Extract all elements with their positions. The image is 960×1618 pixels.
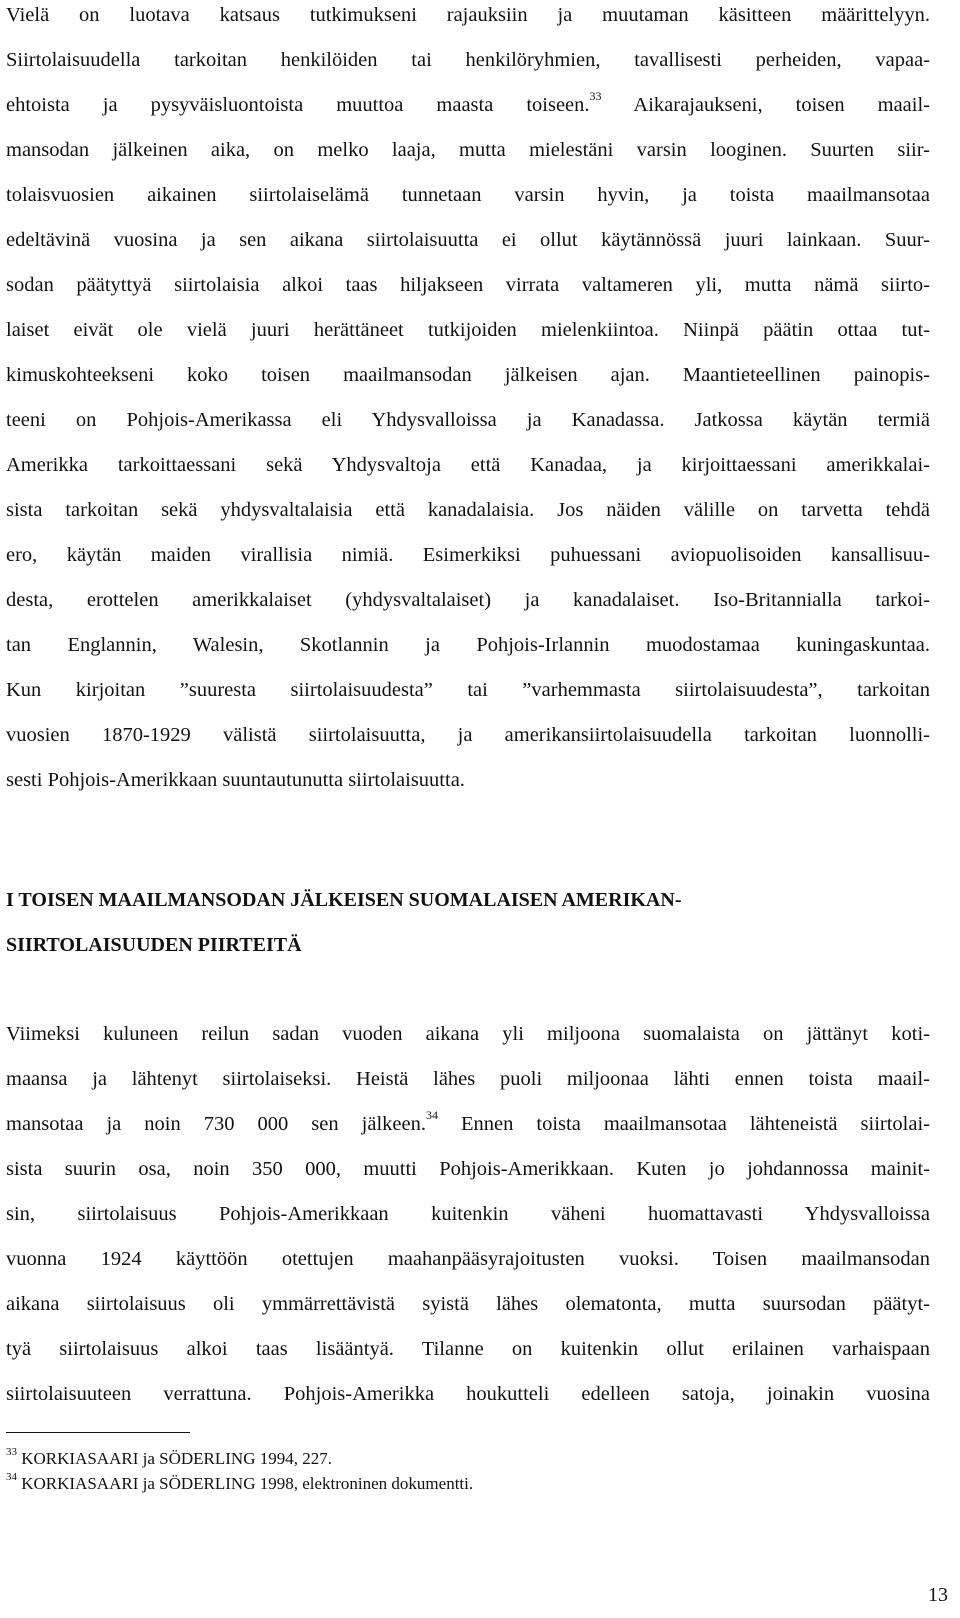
footnote-divider <box>6 1432 190 1433</box>
footnote-33 <box>6 1446 930 1471</box>
section-heading-line: I TOISEN MAAILMANSODAN JÄLKEISEN SUOMALAISEN AMERIKAN- <box>6 889 682 911</box>
text-line: kimuskohteekseni koko toisen maailmansodan jälkeisen ajan. Maantieteellinen painopis- <box>6 364 930 386</box>
text-line: maansa ja lähtenyt siirtolaiseksi. Heistä lähes puoli miljoonaa lähti ennen toista maail- <box>6 1068 930 1090</box>
section-paragraph <box>6 1012 930 1417</box>
footnote-number: 33 <box>6 1446 17 1459</box>
footnote-34 <box>6 1471 930 1496</box>
text-line: ero, käytän maiden virallisia nimiä. Esimerkiksi puhuessani aviopuolisoiden kansallisuu- <box>6 544 930 566</box>
text-line: vuonna 1924 käyttöön otettujen maahanpääsyrajoitusten vuoksi. Toisen maailmansodan <box>6 1248 930 1270</box>
section-heading-line: SIIRTOLAISUUDEN PIIRTEITÄ <box>6 934 302 956</box>
text-line: Vielä on luotava katsaus tutkimukseni rajauksiin ja muutaman käsitteen määrittelyyn. <box>6 4 930 26</box>
text-line-with-footnote <box>6 1102 930 1147</box>
footnotes <box>6 1446 930 1496</box>
text-line: Siirtolaisuudella tarkoitan henkilöiden tai henkilöryhmien, tavallisesti perheiden, vapaa- <box>6 49 930 71</box>
text-line: sesti Pohjois-Amerikkaan suuntautunutta siirtolaisuutta. <box>6 769 465 791</box>
text-segment: ehtoista ja pysyväisluontoista muuttoa maasta toiseen. <box>6 94 590 116</box>
text-line-with-footnote <box>6 83 930 128</box>
text-line: sista suurin osa, noin 350 000, muutti Pohjois-Amerikkaan. Kuten jo johdannossa mainit- <box>6 1158 930 1180</box>
text-line: siirtolaisuuteen verrattuna. Pohjois-Amerikka houkutteli edelleen satoja, joinakin vuosina <box>6 1383 930 1405</box>
text-segment: Ennen toista maailmansotaa lähteneistä siirtolai- <box>437 1113 930 1135</box>
footnote-reference-33[interactable]: 33 <box>589 89 602 104</box>
text-line: tolaisvuosien aikainen siirtolaiselämä tunnetaan varsin hyvin, ja toista maailmansotaa <box>6 184 930 206</box>
text-segment: mansotaa ja noin 730 000 sen jälkeen. <box>6 1113 426 1135</box>
text-line: vuosien 1870-1929 välistä siirtolaisuutta, ja amerikansiirtolaisuudella tarkoitan luonnolli- <box>6 724 930 746</box>
text-line: sodan päätyttyä siirtolaisia alkoi taas hiljakseen virrata valtameren yli, mutta nämä siirto- <box>6 274 930 296</box>
text-line: mansodan jälkeinen aika, on melko laaja, mutta mielestäni varsin looginen. Suurten siir- <box>6 139 930 161</box>
text-line: aikana siirtolaisuus oli ymmärrettävistä syistä lähes olematonta, mutta suursodan päätyt- <box>6 1293 930 1315</box>
text-line: teeni on Pohjois-Amerikassa eli Yhdysvalloissa ja Kanadassa. Jatkossa käytän termiä <box>6 409 930 431</box>
text-line: laiset eivät ole vielä juuri herättäneet tutkijoiden mielenkiintoa. Niinpä päätin ottaa tut- <box>6 319 930 341</box>
text-line: Kun kirjoitan ”suuresta siirtolaisuudesta” tai ”varhemmasta siirtolaisuudesta”, tarkoitan <box>6 679 930 701</box>
section-heading <box>6 878 930 968</box>
intro-paragraph <box>6 0 930 803</box>
text-line: sin, siirtolaisuus Pohjois-Amerikkaan kuitenkin väheni huomattavasti Yhdysvalloissa <box>6 1203 930 1225</box>
text-segment: Aikarajaukseni, toisen maail- <box>601 94 930 116</box>
footnote-number: 34 <box>6 1471 17 1484</box>
text-line: Viimeksi kuluneen reilun sadan vuoden aikana yli miljoona suomalaista on jättänyt koti- <box>6 1023 930 1045</box>
footnote-text: KORKIASAARI ja SÖDERLING 1994, 227. <box>21 1449 332 1468</box>
text-line: Amerikka tarkoittaessani sekä Yhdysvaltoja että Kanadaa, ja kirjoittaessani amerikkalai- <box>6 454 930 476</box>
page-number: 13 <box>928 1584 948 1606</box>
text-line: edeltävinä vuosina ja sen aikana siirtolaisuutta ei ollut käytännössä juuri lainkaan. Suur- <box>6 229 930 251</box>
footnote-reference-34[interactable]: 34 <box>425 1108 438 1123</box>
text-line: sista tarkoitan sekä yhdysvaltalaisia että kanadalaisia. Jos näiden välille on tarvetta tehdä <box>6 499 930 521</box>
text-line: tyä siirtolaisuus alkoi taas lisääntyä. Tilanne on kuitenkin ollut erilainen varhaispaan <box>6 1338 930 1360</box>
footnote-text: KORKIASAARI ja SÖDERLING 1998, elektroninen dokumentti. <box>21 1474 474 1493</box>
text-line: tan Englannin, Walesin, Skotlannin ja Pohjois-Irlannin muodostamaa kuningaskuntaa. <box>6 634 930 656</box>
text-line: desta, erottelen amerikkalaiset (yhdysvaltalaiset) ja kanadalaiset. Iso-Britannialla tarkoi- <box>6 589 930 611</box>
